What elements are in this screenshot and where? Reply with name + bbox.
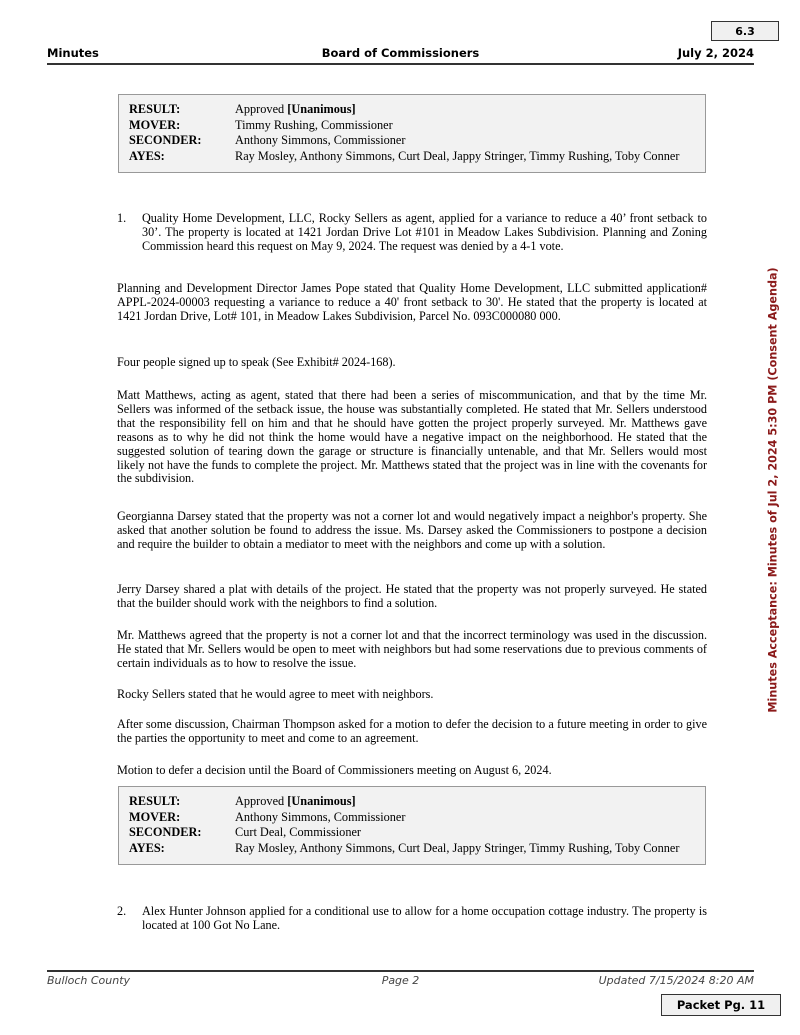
agenda-list-item-2 — [117, 905, 707, 933]
header-title: Board of Commissioners — [321, 46, 480, 60]
paragraph-matthews-agreed: Mr. Matthews agreed that the property is not a corner lot and that the incorrect terminology was used in the discussion. He stated that Mr. Sellers would be open to meet with neighbors but had some reservations due to previous comments of certain individuals as to how to resolve the issue. — [117, 628, 707, 670]
paragraph-matthews: Matt Matthews, acting as agent, stated that there had been a series of miscommunication, and that by the time Mr. Sellers was informed of the setback issue, the house was substantially completed. He stated that Mr. Sellers understood that the responsibility fell on him and that he should have gotten the project properly surveyed. Mr. Matthews gave reasons as to why he did not think the home would have a negative impact on the neighborhood. He stated that the suggested solution of tearing down the garage or structure is financially untenable, and that Mr. Sellers would most likely not have the funds to complete the project. Mr. Matthews stated that the project was in line with the covenants for the subdivision. — [117, 388, 707, 486]
page-header — [47, 46, 754, 62]
list-item-text: Alex Hunter Johnson applied for a conditional use to allow for a home occupation cottage industry. The property is located at 100 Got No Lane. — [142, 904, 707, 932]
vote-seconder-value: Anthony Simmons, Commissioner — [235, 133, 406, 147]
footer-updated: Updated 7/15/2024 8:20 AM — [598, 974, 754, 987]
paragraph-signups: Four people signed up to speak (See Exhibit# 2024-168). — [117, 355, 396, 369]
header-divider — [47, 63, 754, 65]
packet-page-badge: Packet Pg. 11 — [661, 994, 781, 1016]
paragraph-j-darsey: Jerry Darsey shared a plat with details of the project. He stated that the property was not properly surveyed. He stated that the builder should work with the neighbors to find a solution. — [117, 582, 707, 610]
footer-county: Bulloch County — [47, 974, 131, 987]
vote-ayes-value: Ray Mosley, Anthony Simmons, Curt Deal, Jappy Stringer, Timmy Rushing, Toby Conner — [235, 148, 680, 163]
paragraph-motion: Motion to defer a decision until the Board of Commissioners meeting on August 6, 2024. — [117, 763, 552, 777]
agenda-item-badge: 6.3 — [711, 21, 779, 41]
vote-label-result: RESULT: — [129, 794, 181, 808]
vote-ayes-value: Ray Mosley, Anthony Simmons, Curt Deal, Jappy Stringer, Timmy Rushing, Toby Conner — [235, 840, 680, 855]
vote-label-ayes: AYES: — [129, 840, 165, 855]
vote-label-mover: MOVER: — [129, 117, 181, 132]
header-section: Minutes — [47, 46, 99, 60]
vote-label-seconder: SECONDER: — [129, 133, 202, 147]
paragraph-discussion: After some discussion, Chairman Thompson asked for a motion to defer the decision to a future meeting in order to give the parties the opportunity to meet and come to an agreement. — [117, 717, 707, 745]
vote-result-tag: [Unanimous] — [287, 794, 356, 808]
vote-label-result: RESULT: — [129, 102, 181, 116]
vote-result-tag: [Unanimous] — [287, 102, 356, 116]
paragraph-pope: Planning and Development Director James Pope stated that Quality Home Development, LLC submitted application# APPL-2024-00003 requesting a variance to reduce a 40' front setback to 30'. He stated that the property is located at 1421 Jordan Drive, Lot# 101, in Meadow Lakes Subdivision, Parcel No. 093C000080 000. — [117, 281, 707, 323]
vote-result-box-2 — [118, 786, 706, 865]
page-footer — [47, 974, 754, 990]
vote-label-ayes: AYES: — [129, 148, 165, 163]
vote-result-box-1 — [118, 94, 706, 173]
vote-label-mover: MOVER: — [129, 809, 181, 824]
paragraph-g-darsey: Georgianna Darsey stated that the property was not a corner lot and would negatively impact a neighbor's property. She asked that another solution be found to address the issue. Ms. Darsey asked the Commissioners to postpone a decision and require the builder to obtain a mediator to meet with the neighbors and come up with a solution. — [117, 509, 707, 551]
footer-divider — [47, 970, 754, 972]
list-item-number: 2. — [117, 904, 127, 918]
header-date: July 2, 2024 — [677, 46, 754, 60]
footer-page-number: Page 2 — [381, 974, 420, 987]
vote-mover-value: Timmy Rushing, Commissioner — [235, 117, 393, 132]
vote-seconder-value: Curt Deal, Commissioner — [235, 825, 362, 839]
vote-label-seconder: SECONDER: — [129, 825, 202, 839]
vote-result-value: Approved — [235, 102, 285, 116]
vote-mover-value: Anthony Simmons, Commissioner — [235, 809, 406, 824]
list-item-number: 1. — [117, 211, 127, 225]
stamp-text: Minutes Acceptance: Minutes of Jul 2, 2024 5:30 PM (Consent Agenda) — [766, 267, 780, 713]
vote-result-value: Approved — [235, 794, 285, 808]
minutes-acceptance-stamp — [760, 230, 786, 750]
list-item-text: Quality Home Development, LLC, Rocky Sellers as agent, applied for a variance to reduce a 40’ front setback to 30’. The property is located at 1421 Jordan Drive Lot #101 in Meadow Lakes Subdivision. Planning and Zoning Commission heard this request on May 9, 2024. The request was denied by a 4-1 vote. — [142, 211, 707, 253]
paragraph-sellers: Rocky Sellers stated that he would agree to meet with neighbors. — [117, 687, 434, 701]
agenda-list-item-1 — [117, 212, 707, 254]
